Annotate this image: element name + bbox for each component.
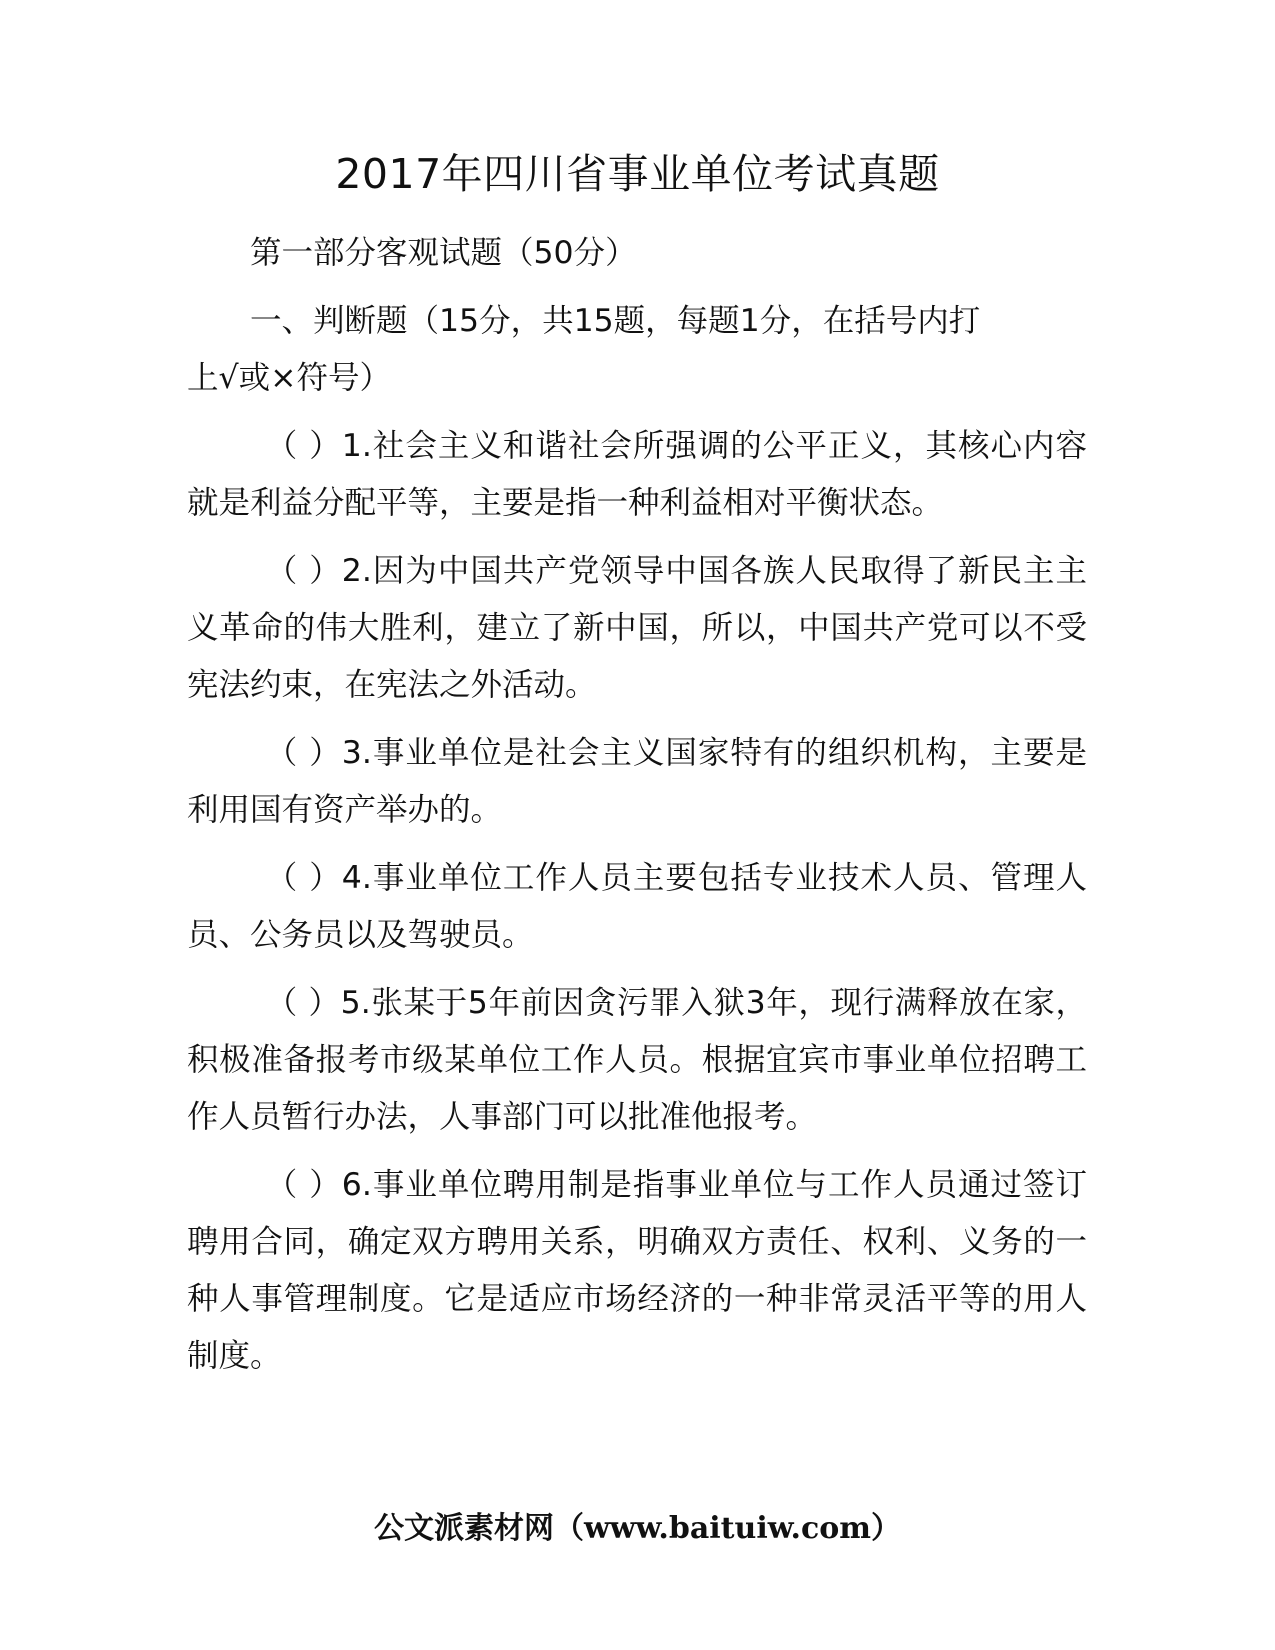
- document-title: 2017年四川省事业单位考试真题: [335, 150, 940, 198]
- question-5: （ ）5.张某于5年前因贪污罪入狱3年，现行满释放在家，积极准备报考市级某单位工作人员。根据宜宾市事业单位招聘工作人员暂行办法，人事部门可以批准他报考。: [187, 985, 1087, 1135]
- question-2: （ ）2.因为中国共产党领导中国各族人民取得了新民主主义革命的伟大胜利，建立了新中国，所以，中国共产党可以不受宪法约束，在宪法之外活动。: [187, 553, 1087, 703]
- document-body: [187, 225, 1087, 1396]
- footer-source: 公文派素材网（www.baituiw.com）: [373, 1511, 902, 1546]
- section-heading-line1: 一、判断题（15分，共15题，每题1分，在括号内打: [250, 303, 981, 339]
- question-4: （ ）4.事业单位工作人员主要包括专业技术人员、管理人员、公务员以及驾驶员。: [187, 860, 1087, 953]
- section-heading: [187, 293, 1087, 407]
- question-1: （ ）1.社会主义和谐社会所强调的公平正义，其核心内容就是利益分配平等，主要是指一种利益相对平衡状态。: [187, 428, 1087, 521]
- section-heading-line2: 上√或×符号）: [187, 360, 391, 396]
- part-heading: 第一部分客观试题（50分）: [250, 235, 637, 271]
- question-6: （ ）6.事业单位聘用制是指事业单位与工作人员通过签订聘用合同，确定双方聘用关系，明确双方责任、权利、义务的一种人事管理制度。它是适应市场经济的一种非常灵活平等的用人制度。: [187, 1167, 1087, 1374]
- question-3: （ ）3.事业单位是社会主义国家特有的组织机构，主要是利用国有资产举办的。: [187, 735, 1087, 828]
